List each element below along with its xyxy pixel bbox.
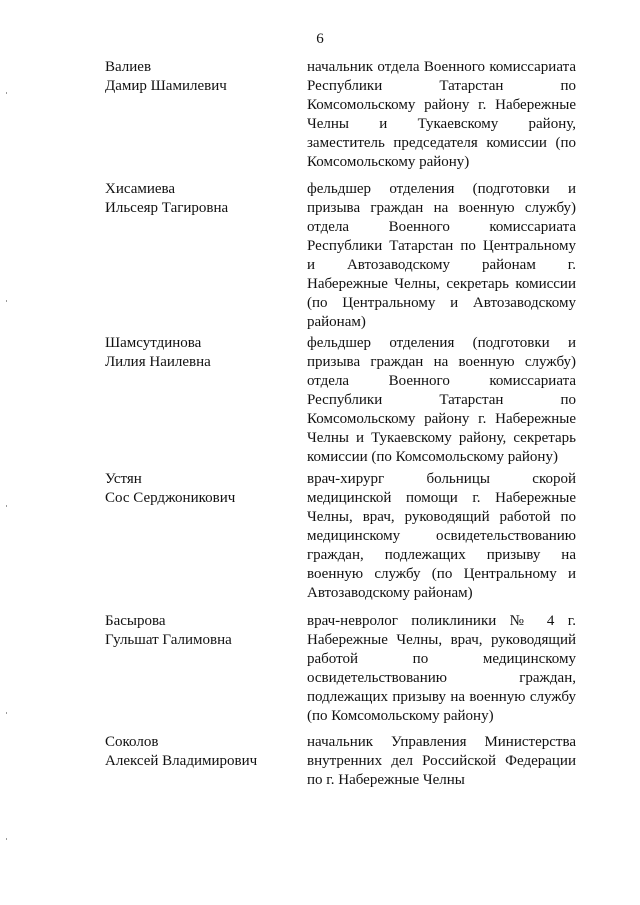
member-surname: Хисамиева — [105, 181, 176, 197]
member-surname: Шамсутдинова — [105, 335, 202, 351]
member-given-names: Сос Серджоникович — [105, 490, 236, 506]
page-number: 6 — [316, 31, 324, 47]
member-position: врач-хирург больницы скорой медицинской помощи г. Набережные Челны, врач, руководящий работой по медицинскому освидетельствованию граждан, подлежащих призыву на военную службу (по Центральному и Автозаводскому районам) — [307, 471, 576, 601]
member-name — [105, 612, 295, 650]
scan-margin-mark — [6, 505, 7, 507]
member-position: врач-невролог поликлиники № 4 г. Набережные Челны, врач, руководящий работой по медицинскому освидетельствованию граждан, подлежащих призыву на военную службу (по Комсомольскому району) — [307, 613, 576, 724]
scan-margin-mark — [6, 300, 7, 302]
member-name — [105, 180, 295, 218]
member-given-names: Лилия Наилевна — [105, 354, 211, 370]
member-position: фельдшер отделения (подготовки и призыва граждан на военную службу) отдела Военного комиссариата Республики Татарстан по Комсомольскому району г. Набережные Челны и Тукаевскому району, секретарь комиссии (по Комсомольскому району) — [307, 335, 576, 465]
member-surname: Соколов — [105, 734, 159, 750]
scan-margin-mark — [6, 92, 7, 94]
member-name — [105, 58, 295, 96]
member-name — [105, 733, 295, 771]
member-position: начальник Управления Министерства внутренних дел Российской Федерации по г. Набережные Челны — [307, 734, 576, 788]
scan-margin-mark — [6, 838, 7, 840]
member-surname: Устян — [105, 471, 142, 487]
member-position: начальник отдела Военного комиссариата Республики Татарстан по Комсомольскому району г. Набережные Челны и Тукаевскому району, заместитель председателя комиссии (по Комсомольскому району) — [307, 59, 576, 170]
member-name — [105, 334, 295, 372]
member-surname: Басырова — [105, 613, 166, 629]
scan-margin-mark — [6, 712, 7, 714]
member-given-names: Гульшат Галимовна — [105, 632, 232, 648]
member-given-names: Алексей Владимирович — [105, 753, 258, 769]
member-given-names: Ильсеяр Тагировна — [105, 200, 229, 216]
member-surname: Валиев — [105, 59, 152, 75]
member-name — [105, 470, 295, 508]
member-given-names: Дамир Шамилевич — [105, 78, 227, 94]
member-position: фельдшер отделения (подготовки и призыва граждан на военную службу) отдела Военного комиссариата Республики Татарстан по Центральному и Автозаводскому районам г. Набережные Челны, секретарь комиссии (по Центральному и Автозаводскому районам) — [307, 181, 576, 330]
